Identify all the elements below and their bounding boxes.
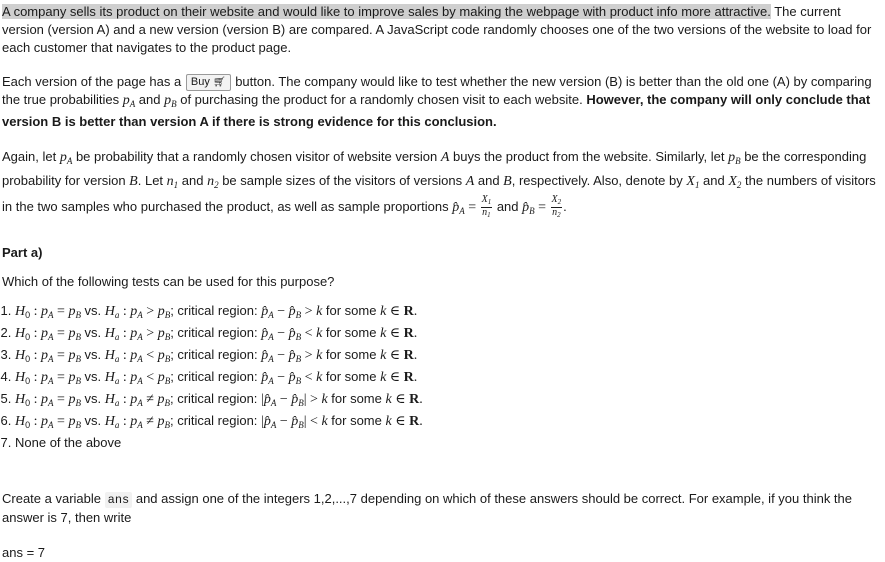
math-phatB: $p̂_B$ (522, 199, 535, 216)
text: ; critical region: (170, 302, 262, 318)
text: for some (322, 302, 381, 318)
text: for some (327, 412, 386, 428)
text: ; critical region: (170, 346, 262, 362)
text: for some (322, 368, 381, 384)
math-pB: $p_B$ (728, 150, 741, 166)
cart-icon: 🛒︎ (212, 77, 226, 88)
instructions-paragraph (2, 490, 882, 527)
question-text: Which of the following tests can be used for this purpose? (2, 273, 335, 289)
text: . Let (137, 173, 167, 188)
math-B: B (503, 174, 512, 189)
buy-button[interactable] (186, 74, 231, 91)
text: vs. (80, 346, 105, 362)
text: ; critical region: (170, 368, 262, 384)
math-A: A (440, 150, 450, 165)
math-X1: $X_1$ (686, 174, 700, 190)
part-heading: Part a) (2, 244, 43, 260)
text: and (135, 92, 165, 107)
option-5: 5. $H_0$ : $p_A = p_B$ vs. $H_a$ : $p_A \ne p_B$; critical region: $|p̂_A$ − $p̂_B| > k$ for some k ∈ R. (15, 390, 882, 412)
text: be sample sizes of the visitors of versions (218, 173, 466, 188)
text: for some (322, 346, 381, 362)
option-1: 1. $H_0$ : $p_A = p_B$ vs. $H_a$ : $p_A > p_B$; critical region: $p̂_A$ − $p̂_B > k$ for some k ∈ R. (15, 302, 882, 324)
bold-text: However, the company will only conclude that version B is better than version A if there is strong evidence for this conclusion. (2, 92, 871, 129)
text: be the corresponding probability for version (2, 149, 867, 188)
text: be probability that a randomly chosen visitor of website version (72, 149, 441, 164)
text: and (474, 173, 504, 188)
answer-line: ans = 7 (2, 544, 46, 560)
buy-button-label: Buy (190, 76, 210, 88)
math-equals: = (464, 199, 480, 215)
text: vs. (80, 324, 105, 340)
option-7 (15, 434, 882, 452)
math-pA: $p_A$ (59, 150, 73, 166)
text: ; critical region: (169, 390, 262, 406)
fraction-X2-n2: $\frac{X_2}{n_2}$ (551, 194, 562, 219)
text: , respectively. Also, denote by (511, 173, 687, 188)
math-pA: $p_A$ (122, 93, 136, 109)
text: vs. (80, 390, 105, 406)
math-n1: $n_1$ (166, 174, 179, 190)
math-B: B (129, 174, 138, 189)
text: buys the product from the website. Similarly, let (449, 149, 729, 164)
intro-rest: The current version (version A) and a new version (version B) are compared. A JavaScript code randomly chooses one of the two versions of the website to load for each customer that navigates to the product page. (2, 4, 872, 55)
notation-paragraph (2, 147, 882, 221)
text: button. The company would like to test whether the new version (B) is better than the old one (A) by comparing the true probabilities (2, 74, 872, 107)
none-of-the-above: None of the above (15, 434, 122, 450)
text: and (699, 173, 729, 188)
math-phatA: $p̂_A$ (452, 199, 465, 216)
text: Each version of the page has a (2, 74, 185, 89)
text: ; critical region: (169, 412, 262, 428)
text: vs. (80, 368, 105, 384)
text: Again, let (2, 149, 60, 164)
text: and (178, 173, 208, 188)
text: for some (327, 390, 386, 406)
option-6: 6. $H_0$ : $p_A = p_B$ vs. $H_a$ : $p_A \ne p_B$; critical region: $|p̂_A$ − $p̂_B| < k$ for some k ∈ R. (15, 412, 882, 434)
text: and (493, 198, 523, 214)
options-list (2, 302, 882, 452)
option-4: 4. $H_0$ : $p_A = p_B$ vs. $H_a$ : $p_A < p_B$; critical region: $p̂_A$ − $p̂_B < k$ for some k ∈ R. (15, 368, 882, 390)
document (2, 3, 882, 562)
option-2: 2. $H_0$ : $p_A = p_B$ vs. $H_a$ : $p_A > p_B$; critical region: $p̂_A$ − $p̂_B < k$ for some k ∈ R. (15, 324, 882, 346)
text: ; critical region: (170, 324, 262, 340)
text: the numbers of visitors in the two samples who purchased the product, as well as sample proportions (2, 173, 876, 214)
text: . (563, 198, 567, 214)
intro-paragraph (2, 3, 882, 57)
text: and assign one of the integers 1,2,...,7 depending on which of these answers should be correct. For example, if you think the answer is 7, then write (2, 490, 853, 525)
math-pB: $p_B$ (164, 93, 177, 109)
math-X2: $X_2$ (728, 174, 742, 190)
versions-paragraph (2, 73, 882, 131)
text: Create a variable (2, 490, 105, 506)
option-3: 3. $H_0$ : $p_A = p_B$ vs. $H_a$ : $p_A < p_B$; critical region: $p̂_A$ − $p̂_B > k$ for some k ∈ R. (15, 346, 882, 368)
text: vs. (80, 412, 105, 428)
text: vs. (80, 302, 105, 318)
text: of purchasing the product for a randomly chosen visit to each website. (176, 92, 587, 107)
highlighted-text: A company sells its product on their website and would like to improve sales by making the webpage with product info more attractive. (2, 4, 771, 19)
code-ans: ans (105, 492, 133, 508)
math-n2: $n_2$ (207, 174, 219, 190)
math-A: A (465, 174, 475, 189)
text: for some (322, 324, 381, 340)
fraction-X1-n1: $\frac{X_1}{n_1}$ (481, 194, 492, 219)
math-equals: = (534, 199, 550, 215)
